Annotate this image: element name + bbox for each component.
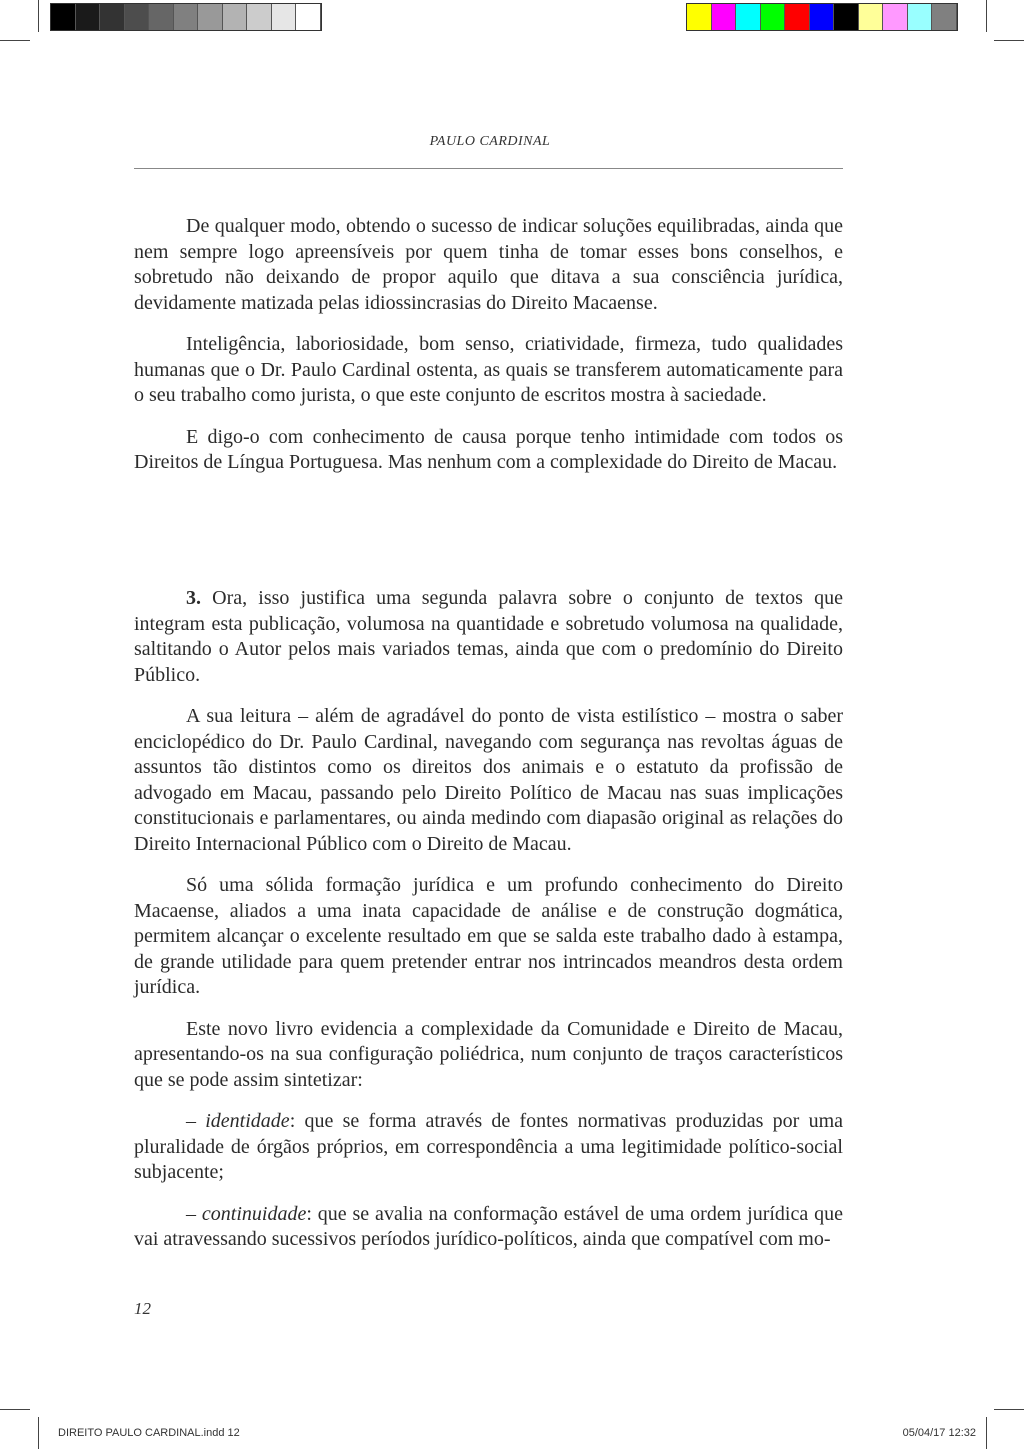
- running-head: PAULO CARDINAL: [429, 134, 551, 149]
- paragraph: Inteligência, laboriosidade, bom senso, criatividade, firmeza, tudo qualidades humanas que o Dr. Paulo Cardinal ostenta, as quais se transferem automaticamente para o seu trabalho como jurista, o que este conjunto de escritos mostra à saciedade.: [134, 333, 843, 406]
- color-swatch: [174, 4, 199, 30]
- color-swatch: [247, 4, 272, 30]
- paragraph-text: Ora, isso justifica uma segunda palavra sobre o conjunto de textos que integram esta publicação, volumosa na quantidade e sobretudo volumosa na qualidade, saltitando o Autor pelos mais variados temas, ainda que com o predomínio do Direito Público.: [134, 587, 843, 686]
- color-swatch: [883, 4, 908, 30]
- list-text: : que se forma através de fontes normativas produzidas por uma pluralidade de órgãos próprios, em correspondência a uma legitimidade político-social subjacente;: [134, 1110, 844, 1183]
- list-term: identidade: [205, 1110, 290, 1132]
- color-swatch: [76, 4, 101, 30]
- color-swatch: [51, 4, 76, 30]
- color-swatch: [859, 4, 884, 30]
- page-number: 12: [134, 1299, 151, 1318]
- color-swatch: [149, 4, 174, 30]
- header-rule: [134, 168, 843, 169]
- paragraph: De qualquer modo, obtendo o sucesso de indicar soluções equilibradas, ainda que nem sempre logo apreensíveis por quem tinha de tomar esses bons conselhos, e sobretudo não deixando de propor aquilo que ditava a sua consciência jurídica, devidamente matizada pelas idiossincrasias do Direito Macaense.: [134, 215, 843, 314]
- color-swatch: [932, 4, 957, 30]
- paragraph: E digo-o com conhecimento de causa porque tenho intimidade com todos os Direitos de Língua Portuguesa. Mas nenhum com a complexidade do Direito de Macau.: [134, 425, 843, 473]
- color-swatch: [223, 4, 248, 30]
- process-color-bar: [686, 3, 958, 31]
- color-swatch: [712, 4, 737, 30]
- crop-mark: [0, 40, 30, 41]
- section-number: 3.: [186, 587, 201, 609]
- color-swatch: [908, 4, 933, 30]
- crop-mark: [0, 1409, 30, 1410]
- color-swatch: [736, 4, 761, 30]
- color-swatch: [785, 4, 810, 30]
- crop-mark: [994, 40, 1024, 41]
- grayscale-color-bar: [50, 3, 322, 31]
- color-swatch: [100, 4, 125, 30]
- list-item: [134, 1202, 843, 1253]
- crop-mark: [986, 0, 987, 32]
- crop-mark: [38, 0, 39, 32]
- paragraph: Este novo livro evidencia a complexidade da Comunidade e Direito de Macau, apresentando-os na sua configuração poliédrica, num conjunto de traços característicos que se pode assim sintetizar:: [134, 1017, 843, 1091]
- paragraph: Só uma sólida formação jurídica e um profundo conhecimento do Direito Macaense, aliados a uma inata capacidade de análise e de construção dogmática, permitem alcançar o excelente resultado em que se salda este trabalho dado à estampa, de grande utilidade para quem pretender entrar nos intrincados meandros desta ordem jurídica.: [134, 874, 843, 998]
- color-swatch: [272, 4, 297, 30]
- crop-mark: [994, 1409, 1024, 1410]
- color-swatch: [834, 4, 859, 30]
- crop-mark: [38, 1417, 39, 1449]
- list-item: [134, 1109, 843, 1186]
- color-swatch: [125, 4, 150, 30]
- list-dash: –: [186, 1110, 206, 1132]
- list-dash: –: [186, 1202, 202, 1225]
- text-block-1: [134, 214, 843, 476]
- color-swatch: [198, 4, 223, 30]
- text-block-2: [134, 586, 843, 1253]
- crop-mark: [986, 1417, 987, 1449]
- color-swatch: [810, 4, 835, 30]
- paragraph: [134, 586, 843, 688]
- paragraph: A sua leitura – além de agradável do ponto de vista estilístico – mostra o saber enciclopédico do Dr. Paulo Cardinal, navegando com segurança nas revoltas águas de assuntos tão distintos como os direitos dos animais e o estatuto da profissão de advogado em Macau, passando pelo Direito Político de Macau nas suas implicações constitucionais e parlamentares, ou ainda medindo com diapasão original as relações do Direito Internacional Público com o Direito de Macau.: [134, 705, 843, 855]
- color-swatch: [687, 4, 712, 30]
- list-term: continuidade: [201, 1202, 307, 1225]
- list-text: : que se avalia na conformação estável de uma ordem jurídica que vai atravessando sucessivos períodos jurídico-políticos, ainda que compatível com mo-: [134, 1202, 844, 1250]
- slug-timestamp: 05/04/17 12:32: [902, 1427, 976, 1439]
- color-swatch: [761, 4, 786, 30]
- slug-filename: DIREITO PAULO CARDINAL.indd 12: [58, 1427, 240, 1439]
- color-swatch: [296, 4, 321, 30]
